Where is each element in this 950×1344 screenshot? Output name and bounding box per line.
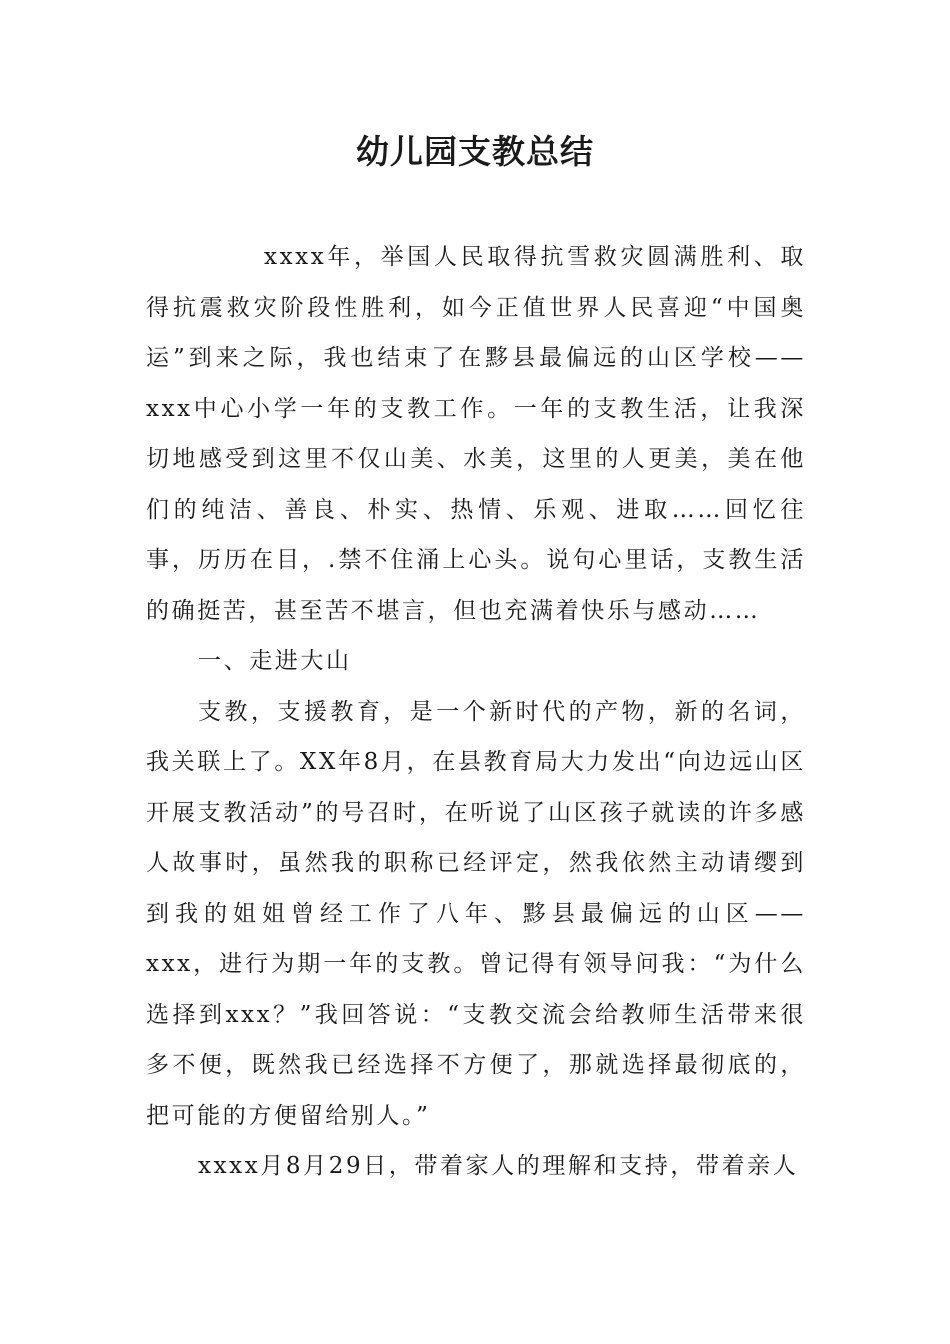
paragraph-date: xxxx月8月29日，带着家人的理解和支持，带着亲人: [198, 1153, 799, 1179]
paragraph-support: 支教，支援教育，是一个新时代的产物，新的名词，我关联上了。XX年8月，在县教育局大力发出“向边远山区开展支教活动”的号召时，在听说了山区孩子就读的许多感人故事时，虽然我的职称已经评定，然我依然主动请缨到到我的姐姐曾经工作了八年、黟县最偏远的山区——xxx，进行为期一年的支教。曾记得有领导问我：“为什么选择到xxx？”我回答说：“支教交流会给教师生活带来很多不便，既然我已经选择不方便了，那就选择最彻底的，把可能的方便留给别人。”: [146, 698, 806, 1129]
paragraph-intro: xxxx年，举国人民取得抗雪救灾圆满胜利、取得抗震救灾阶段性胜利，如今正值世界人民喜迎“中国奥运”到来之际，我也结束了在黟县最偏远的山区学校——xxx中心小学一年的支教工作。一年的支教生活，让我深切地感受到这里不仅山美、水美，这里的人更美，美在他们的纯洁、善良、朴实、热情、乐观、进取……回忆往事，历历在目，.禁不住涌上心头。说句心里话，支教生活的确挺苦，甚至苦不堪言，但也充满着快乐与感动……: [146, 244, 806, 624]
section-heading: 一、走进大山: [198, 648, 352, 674]
document-body: [146, 232, 806, 1192]
document-title: 幼儿园支教总结: [356, 132, 594, 171]
